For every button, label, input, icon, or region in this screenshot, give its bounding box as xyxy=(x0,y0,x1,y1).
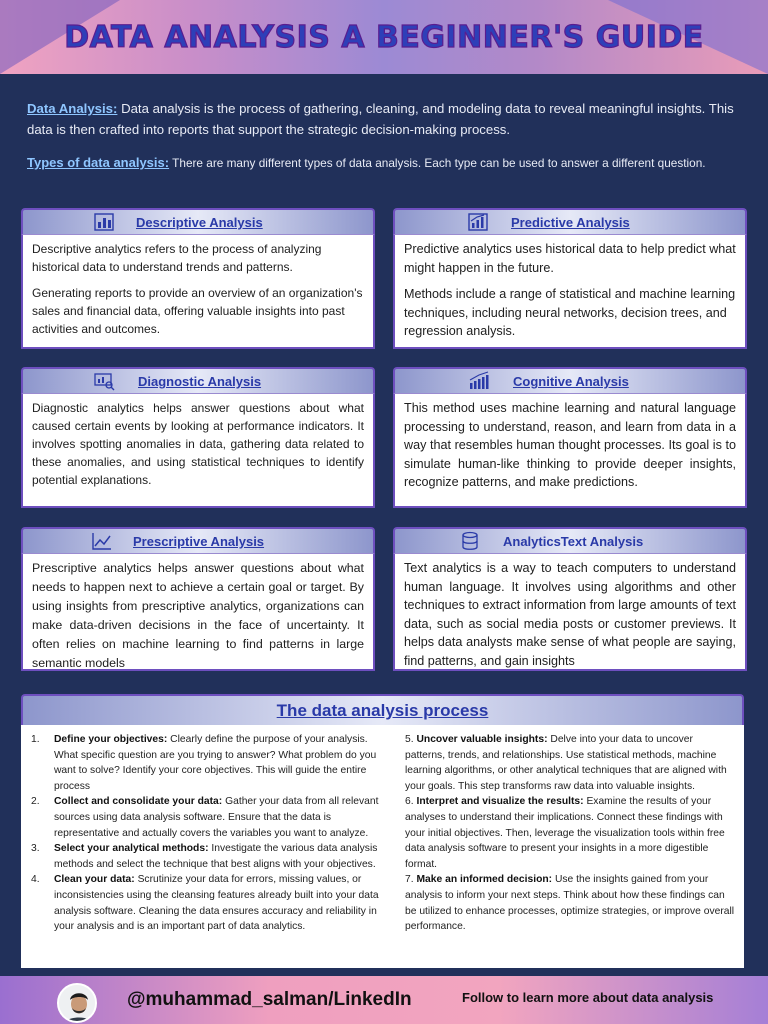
card-paragraph: Predictive analytics uses historical data to help predict what might happen in the future. xyxy=(404,242,736,275)
monitor-chart-icon xyxy=(93,371,115,391)
card-header xyxy=(393,367,747,393)
card-header xyxy=(393,208,747,234)
card-header xyxy=(21,208,375,234)
step-number: 7. xyxy=(405,874,414,886)
card-cognitive xyxy=(393,367,747,508)
step-number: 2. xyxy=(31,796,40,808)
process-step xyxy=(405,794,735,872)
step-heading: Select your analytical methods: xyxy=(54,843,209,855)
card-body xyxy=(21,393,375,508)
types-paragraph xyxy=(27,155,747,170)
process-section xyxy=(21,694,744,968)
card-header xyxy=(393,527,747,553)
step-number: 1. xyxy=(31,734,40,745)
step-number: 4. xyxy=(31,874,40,886)
step-number: 3. xyxy=(31,843,40,855)
follow-text: Follow to learn more about data analysis xyxy=(462,990,714,1005)
step-heading: Collect and consolidate your data: xyxy=(54,796,223,808)
process-body xyxy=(21,725,744,968)
step-heading: Make an informed decision: xyxy=(416,874,553,886)
intro-label: Data Analysis: xyxy=(27,101,118,116)
card-paragraph: Text analytics is a way to teach computers to understand human language. It involves using algorithms and other techniques to extract information from large amounts of text data, such as social media posts or customer previews. It helps data analysts make sense of what people are saying, find patterns, and gain insights xyxy=(404,561,736,668)
linkedin-handle-link[interactable]: @muhammad_salman/LinkedIn xyxy=(127,989,412,1010)
intro-text: Data analysis is the process of gathering, cleaning, and modeling data to reveal meaningful insights. This data is then crafted into reports that support the strategic decision-making process. xyxy=(27,101,734,137)
process-header xyxy=(21,694,744,725)
process-step xyxy=(31,732,379,794)
card-paragraph: Prescriptive analytics helps answer questions about what needs to happen next to achieve a certain goal or target. By using insights from prescriptive analytics, organizations can make data-driven decisions in the face of uncertainty. It often relies on machine learning to find patterns in large semantic models xyxy=(32,561,364,670)
step-text: Clearly define the purpose of your analysis. What specific question are you trying to answer? What problem do you want to solve? Identify your core objectives. This will guide the entire process xyxy=(54,734,377,792)
step-number: 5. xyxy=(405,734,414,745)
card-diagnostic xyxy=(21,367,375,508)
card-title: Descriptive Analysis xyxy=(136,215,263,230)
process-column-right xyxy=(405,732,735,935)
card-header xyxy=(21,367,375,393)
step-heading: Interpret and visualize the results: xyxy=(416,796,584,808)
trend-chart-icon xyxy=(467,212,489,232)
types-label: Types of data analysis: xyxy=(27,155,170,170)
card-title: AnalyticsText Analysis xyxy=(503,534,644,549)
card-prescriptive xyxy=(21,527,375,671)
step-heading: Clean your data: xyxy=(54,874,135,886)
card-title: Prescriptive Analysis xyxy=(133,534,265,549)
step-text: Examine the results of your analyses to understand their implications. Connect these findings with your initial objectives. Then, leverage the visualization tools within free data analysis software to present your insights in a more digestible format. xyxy=(405,796,725,870)
line-chart-icon xyxy=(91,531,113,551)
page-title: DATA ANALYSIS A BEGINNER'S GUIDE xyxy=(64,20,704,55)
card-paragraph: Diagnostic analytics helps answer questions about what caused certain events by looking at performance indicators. It involves spotting anomalies in data, gathering data related to these anomalies, and using statistical techniques to identify potential explanations. xyxy=(32,401,364,487)
step-text: Use the insights gained from your analysis to inform your next steps. Think about how these findings can be utilized to enhance processes, optimize strategies, or improve overall performance. xyxy=(405,874,735,933)
card-title: Predictive Analysis xyxy=(511,215,630,230)
card-descriptive xyxy=(21,208,375,349)
step-number: 6. xyxy=(405,796,414,808)
card-title: Diagnostic Analysis xyxy=(138,374,262,389)
card-body xyxy=(393,234,747,349)
bar-chart-icon xyxy=(93,212,115,232)
step-text: Investigate the various data analysis methods and select the technique that best aligns with your objectives. xyxy=(54,843,378,870)
process-step xyxy=(405,732,735,794)
card-header xyxy=(21,527,375,553)
card-paragraph: This method uses machine learning and natural language processing to understand, reason, and learn from data in a way that resembles human thought processes. Its goal is to simulate human-like thinking to provide deeper insights, recognize patterns, and make predictions. xyxy=(404,401,736,489)
process-step xyxy=(31,841,379,872)
header-banner xyxy=(0,0,768,74)
step-text: Gather your data from all relevant sources using data analysis software. Ensure that the data is representative and actually covers the variables you want to analyze. xyxy=(54,796,379,839)
types-text: There are many different types of data analysis. Each type can be used to answer a different question. xyxy=(172,156,706,170)
card-title: Cognitive Analysis xyxy=(513,374,629,389)
card-paragraph: Methods include a range of statistical and machine learning techniques, including neural networks, decision trees, and regression analysis. xyxy=(404,287,736,338)
card-paragraph: Generating reports to provide an overview of an organization's sales and financial data, offering valuable insights into past activities and outcomes. xyxy=(32,286,363,336)
process-step xyxy=(405,872,735,934)
step-text: Delve into your data to uncover patterns, trends, and relationships. Use statistical methods, machine learning algorithms, or other analytical techniques that are aligned with your goals. This step transforms raw data into valuable insights. xyxy=(405,734,727,792)
growth-bars-icon xyxy=(468,371,490,391)
card-body xyxy=(21,234,375,349)
database-icon xyxy=(459,531,481,551)
step-heading: Define your objectives: xyxy=(54,734,168,745)
card-predictive xyxy=(393,208,747,349)
process-column-left xyxy=(31,732,379,935)
card-body xyxy=(393,393,747,508)
process-step xyxy=(31,794,379,841)
step-text: Scrutinize your data for errors, missing values, or inconsistencies using the cleansing features already built into your data analysis software. Cleaning the data ensures accuracy and reliability in your analysis and is an important part of data analytics. xyxy=(54,874,379,933)
card-paragraph: Descriptive analytics refers to the process of analyzing historical data to understand trends and patterns. xyxy=(32,242,322,274)
card-text-analysis xyxy=(393,527,747,671)
intro-paragraph xyxy=(27,98,739,140)
card-body xyxy=(393,553,747,671)
avatar[interactable] xyxy=(57,983,97,1023)
card-body xyxy=(21,553,375,671)
process-title: The data analysis process xyxy=(276,701,489,720)
process-step xyxy=(31,872,379,934)
step-heading: Uncover valuable insights: xyxy=(416,734,548,745)
